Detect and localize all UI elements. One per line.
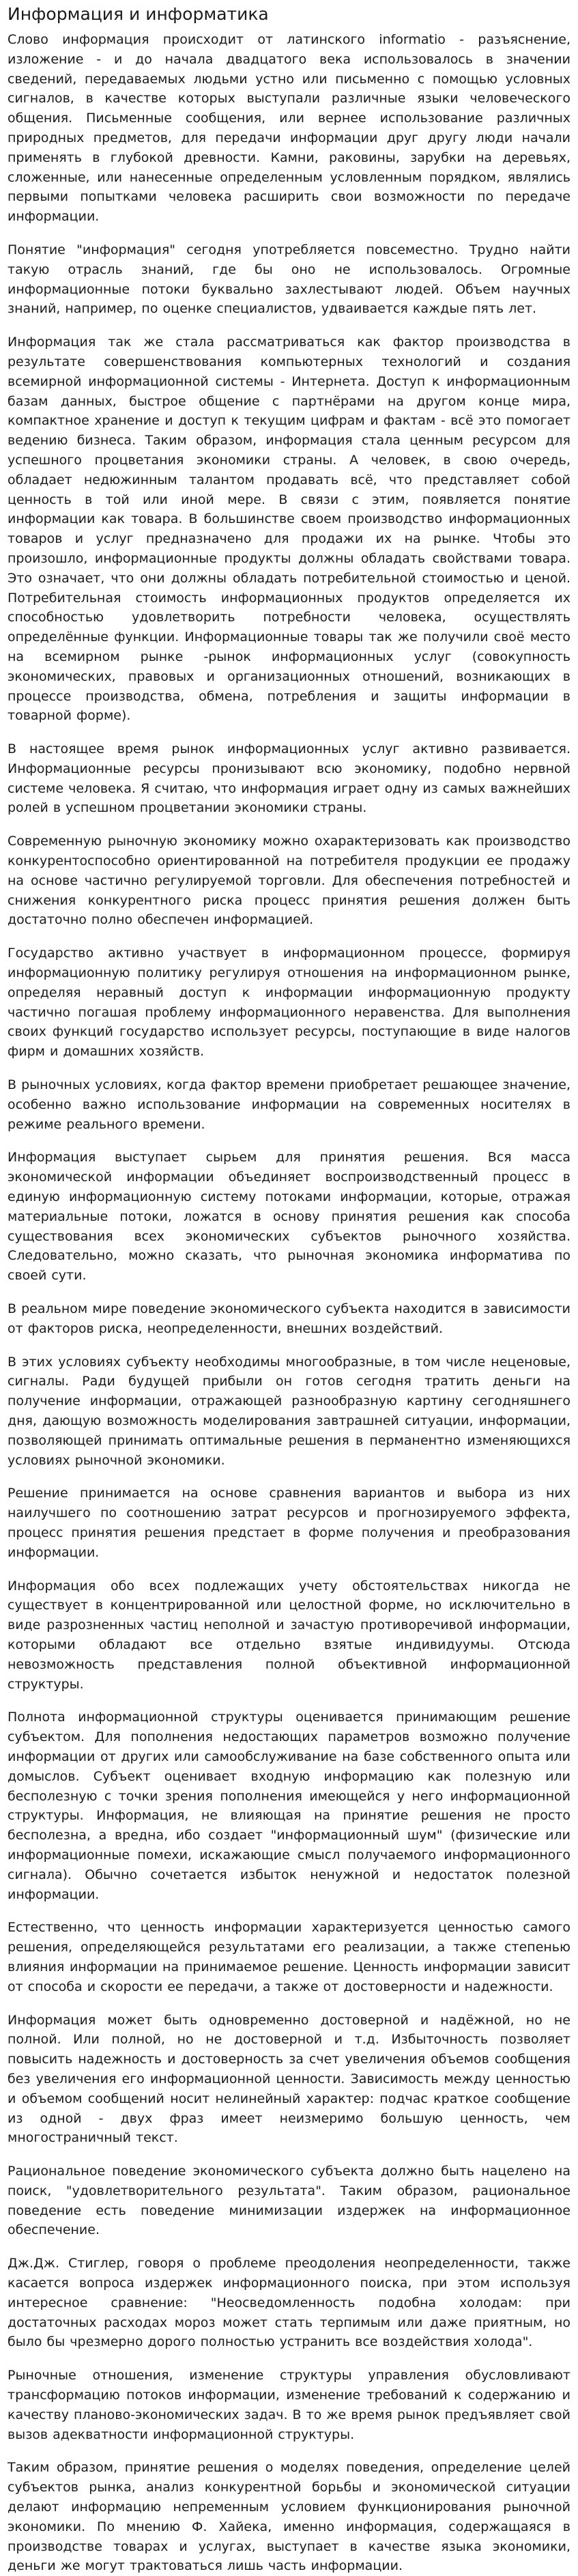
paragraph-9: В реальном мире поведение экономического субъекта находится в зависимости от факторов риска, неопределенности, внешних воздействий.	[8, 1301, 570, 1336]
paragraph-17: Дж.Дж. Стиглер, говоря о проблеме преодоления неопределенности, также касается вопроса издержек информационного поиска, при этом используя интересное сравнение: "Неосведомленность подобна холодам: при достаточных расходах мороз может стать терпимым или даже приятным, но было бы чрезмерно дорого полностью устранить все воздействия холода".	[8, 2256, 570, 2350]
paragraph-12: Информация обо всех подлежащих учету обстоятельствах никогда не существует в концентрированной или целостной форме, но исключительно в виде разрозненных частиц неполной и зачастую противоречивой информации, которыми обладают все отдельно взятые индивидуумы. Отсюда невозможность представления полной объективной информационной структуры.	[8, 1578, 570, 1692]
paragraph-3: Информация так же стала рассматриваться как фактор производства в результате совершенствования компьютерных технологий и создания всемирной информационной системы - Интернета. Доступ к информационным базам данных, быстрое общение с партнёрами на другом конце мира, компактное хранение и доступ к текущим цифрам и фактам - всё это помогает ведению бизнеса. Таким образом, информация стала ценным ресурсом для успешного процветания экономики страны. А человек, в свою очередь, обладает недюжинным талантом продавать всё, что представляет собой ценность в той или иной мере. В связи с этим, появляется понятие информации как товара. В большинстве своем производство информационных товаров и услуг предназначено для продажи их на рынке. Чтобы это произошло, информационные продукты должны обладать свойствами товара. Это означает, что они должны обладать потребительной стоимостью и ценой. Потребительная стоимость информационных продуктов определяется их способностью удовлетворить потребности человека, осуществлять определённые функции. Информационные товары так же получили своё место на всемирном рынке -рынок информационных услуг (совокупность экономических, правовых и организационных отношений, возникающих в процессе производства, обмена, потребления и защиты информации в товарной форме).	[8, 335, 570, 724]
paragraph-5: Современную рыночную экономику можно охарактеризовать как производство конкурентоспособно ориентированной на потребителя продукции ее продажу на основе частично регулируемой торговли. Для обеспечения потребностей и снижения конкурентного риска процесс принятия решения должен быть достаточно полно обеспечен информацией.	[8, 834, 570, 928]
paragraph-11: Решение принимается на основе сравнения вариантов и выбора из них наилучшего по соотношению затрат ресурсов и прогнозируемого эффекта, процесс принятия решения предстает в форме получения и преобразования информации.	[8, 1486, 570, 1560]
paragraph-7: В рыночных условиях, когда фактор времени приобретает решающее значение, особенно важно использование информации на современных носителях в режиме реального времени.	[8, 1077, 570, 1132]
paragraph-10: В этих условиях субъекту необходимы многообразные, в том числе неценовые, сигналы. Ради будущей прибыли он готов сегодня тратить деньги на получение информации, отражающей разнообразную картину сегодняшнего дня, дающую возможность моделирования завтрашней ситуации, информации, позволяющей принимать оптимальные решения в перманентно изменяющихся условиях рыночной экономики.	[8, 1354, 570, 1468]
paragraph-8: Информация выступает сырьем для принятия решения. Вся масса экономической информации объединяет воспроизводственный процесс в единую информационную систему потоками информации, которые, отражая материальные потоки, ложатся в основу принятия решения как способа существования всех экономических субъектов рыночного хозяйства. Следовательно, можно сказать, что рыночная экономика информатива по своей сути.	[8, 1150, 570, 1284]
page-title: Информация и информатика	[8, 4, 269, 24]
paragraph-19: Таким образом, принятие решения о моделях поведения, определение целей субъектов рынка, анализ конкурентной борьбы и экономической ситуации делают информацию непременным условием функционирования рыночной экономики. По мнению Ф. Хайека, именно информация, содержащаяся в производстве товарах и услугах, выступает в качестве языка экономики, деньги же могут трактоваться лишь часть информации.	[8, 2460, 570, 2574]
paragraph-13: Полнота информационной структуры оценивается принимающим решение субъектом. Для пополнения недостающих параметров возможно получение информации от других или самообслуживание на базе собственного опыта или домыслов. Субъект оценивает входную информацию как полезную или бесполезную с точки зрения пополнения имеющейся у него информационной структуры. Информация, не влияющая на принятие решения не просто бесполезна, а вредна, ибо создает "информационный шум" (физические или информационные помехи, искажающие смысл получаемого информационного сигнала). Обычно сочетается избыток ненужной и недостаток полезной информации.	[8, 1710, 570, 1902]
paragraph-14: Естественно, что ценность информации характеризуется ценностью самого решения, определяющейся результатами его реализации, а также степенью влияния информации на принимаемое решение. Ценность информации зависит от способа и скорости ее передачи, а также от достоверности и надежности.	[8, 1920, 570, 1994]
paragraph-1: Слово информация происходит от латинского informatio - разъяснение, изложение - и до начала двадцатого века использовалось в значении сведений, передаваемых людьми устно или письменно с помощью условных сигналов, в качестве которых выступали различные языки человеческого общения. Письменные сообщения, или вернее использование различных природных предметов, для передачи информации друг другу люди начали применять в глубокой древности. Камни, раковины, зарубки на деревьях, сложенные, или нанесенные определенным условленным порядком, являлись первыми попытками человека расширить свои возможности по передаче информации.	[8, 32, 570, 225]
paragraph-15: Информация может быть одновременно достоверной и надёжной, но не полной. Или полной, но не достоверной и т.д. Избыточность позволяет повысить надежность и достоверность за счет увеличения объемов сообщения без увеличения его информационной ценности. Зависимость между ценностью и объемом сообщений носит нелинейный характер: подчас краткое сообщение из одной - двух фраз имеет неизмеримо большую ценность, чем многостраничный текст.	[8, 2012, 570, 2146]
paragraph-18: Рыночные отношения, изменение структуры управления обусловливают трансформацию потоков информации, изменение требований к содержанию и качеству планово-экономических задач. В то же время рынок предъявляет свой вызов адекватности информационной структуры.	[8, 2368, 570, 2442]
paragraph-16: Рациональное поведение экономического субъекта должно быть нацелено на поиск, "удовлетворительного результата". Таким образом, рациональное поведение есть поведение минимизации издержек на информационное обеспечение.	[8, 2164, 570, 2238]
paragraph-2: Понятие "информация" сегодня употребляется повсеместно. Трудно найти такую отрасль знаний, где бы оно не использовалось. Огромные информационные потоки буквально захлестывают людей. Объем научных знаний, например, по оценке специалистов, удваивается каждые пять лет.	[8, 242, 570, 317]
paragraph-4: В настоящее время рынок информационных услуг активно развивается. Информационные ресурсы пронизывают всю экономику, подобно нервной системе человека. Я считаю, что информация играет одну из самых важнейших ролей в успешном процветании экономики страны.	[8, 741, 570, 816]
paragraph-6: Государство активно участвует в информационном процессе, формируя информационную политику регулируя отношения на информационном рынке, определяя неравный доступ к информации информационную продукту частично погашая проблему информационного неравенства. Для выполнения своих функций государство использует ресурсы, поступающие в виде налогов фирм и домашних хозяйств.	[8, 946, 570, 1060]
